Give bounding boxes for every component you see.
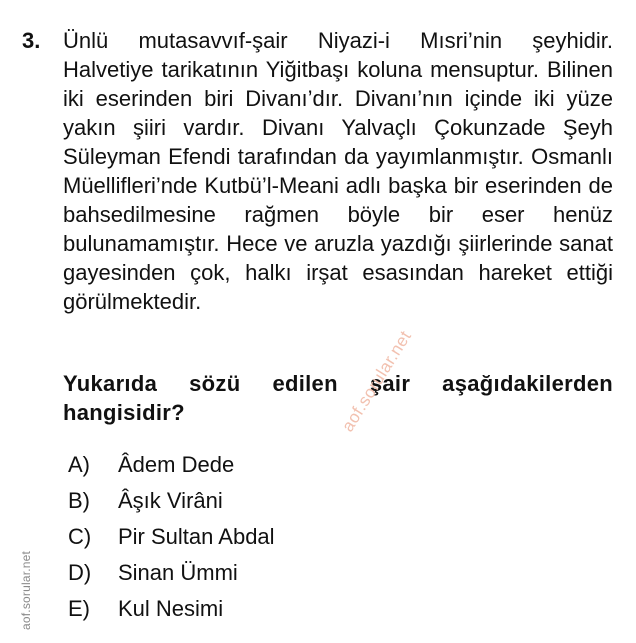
answer-options [68,447,468,627]
option-text: Sinan Ümmi [118,560,238,585]
option-text: Âdem Dede [118,452,235,477]
question-number: 3. [22,28,41,53]
option-d[interactable] [68,555,468,591]
option-a[interactable] [68,447,468,483]
watermark-side: aof.sorular.net [19,550,33,630]
question-prompt: Yukarıda sözü edilen şair aşağıdakilerden hangisidir? [63,371,613,425]
option-letter: A) [68,452,90,477]
option-letter: C) [68,524,92,549]
option-b[interactable] [68,483,468,519]
option-c[interactable] [68,519,468,555]
watermark-diagonal: aof.sorular.net [338,327,416,436]
option-text: Pir Sultan Abdal [118,524,275,549]
option-text: Kul Nesimi [118,596,224,621]
option-e[interactable] [68,591,468,627]
option-letter: B) [68,488,90,513]
option-text: Âşık Virâni [118,488,223,513]
option-letter: D) [68,560,92,585]
option-letter: E) [68,596,90,621]
question-body: Ünlü mutasavvıf-şair Niyazi-i Mısri’nin şeyhidir. Halvetiye tarikatının Yiğitbaşı koluna mensuptur. Bilinen iki eserinden biri Divanı’dır. Divanı’nın içinde iki yüze yakın şiiri vardır. Divanı Yalvaçlı Çokunzade Şeyh Süleyman Efendi tarafından da yayımlanmıştır. Osmanlı Müellifleri’nde Kutbü’l-Meani adlı başka bir eserinden de bahsedilmesine rağmen böyle bir eser henüz bulunamamıştır. Hece ve aruzla yazdığı şiirlerinde sanat gayesinden çok, halkı irşat esasından hareket ettiği görülmektedir. [63,28,613,314]
